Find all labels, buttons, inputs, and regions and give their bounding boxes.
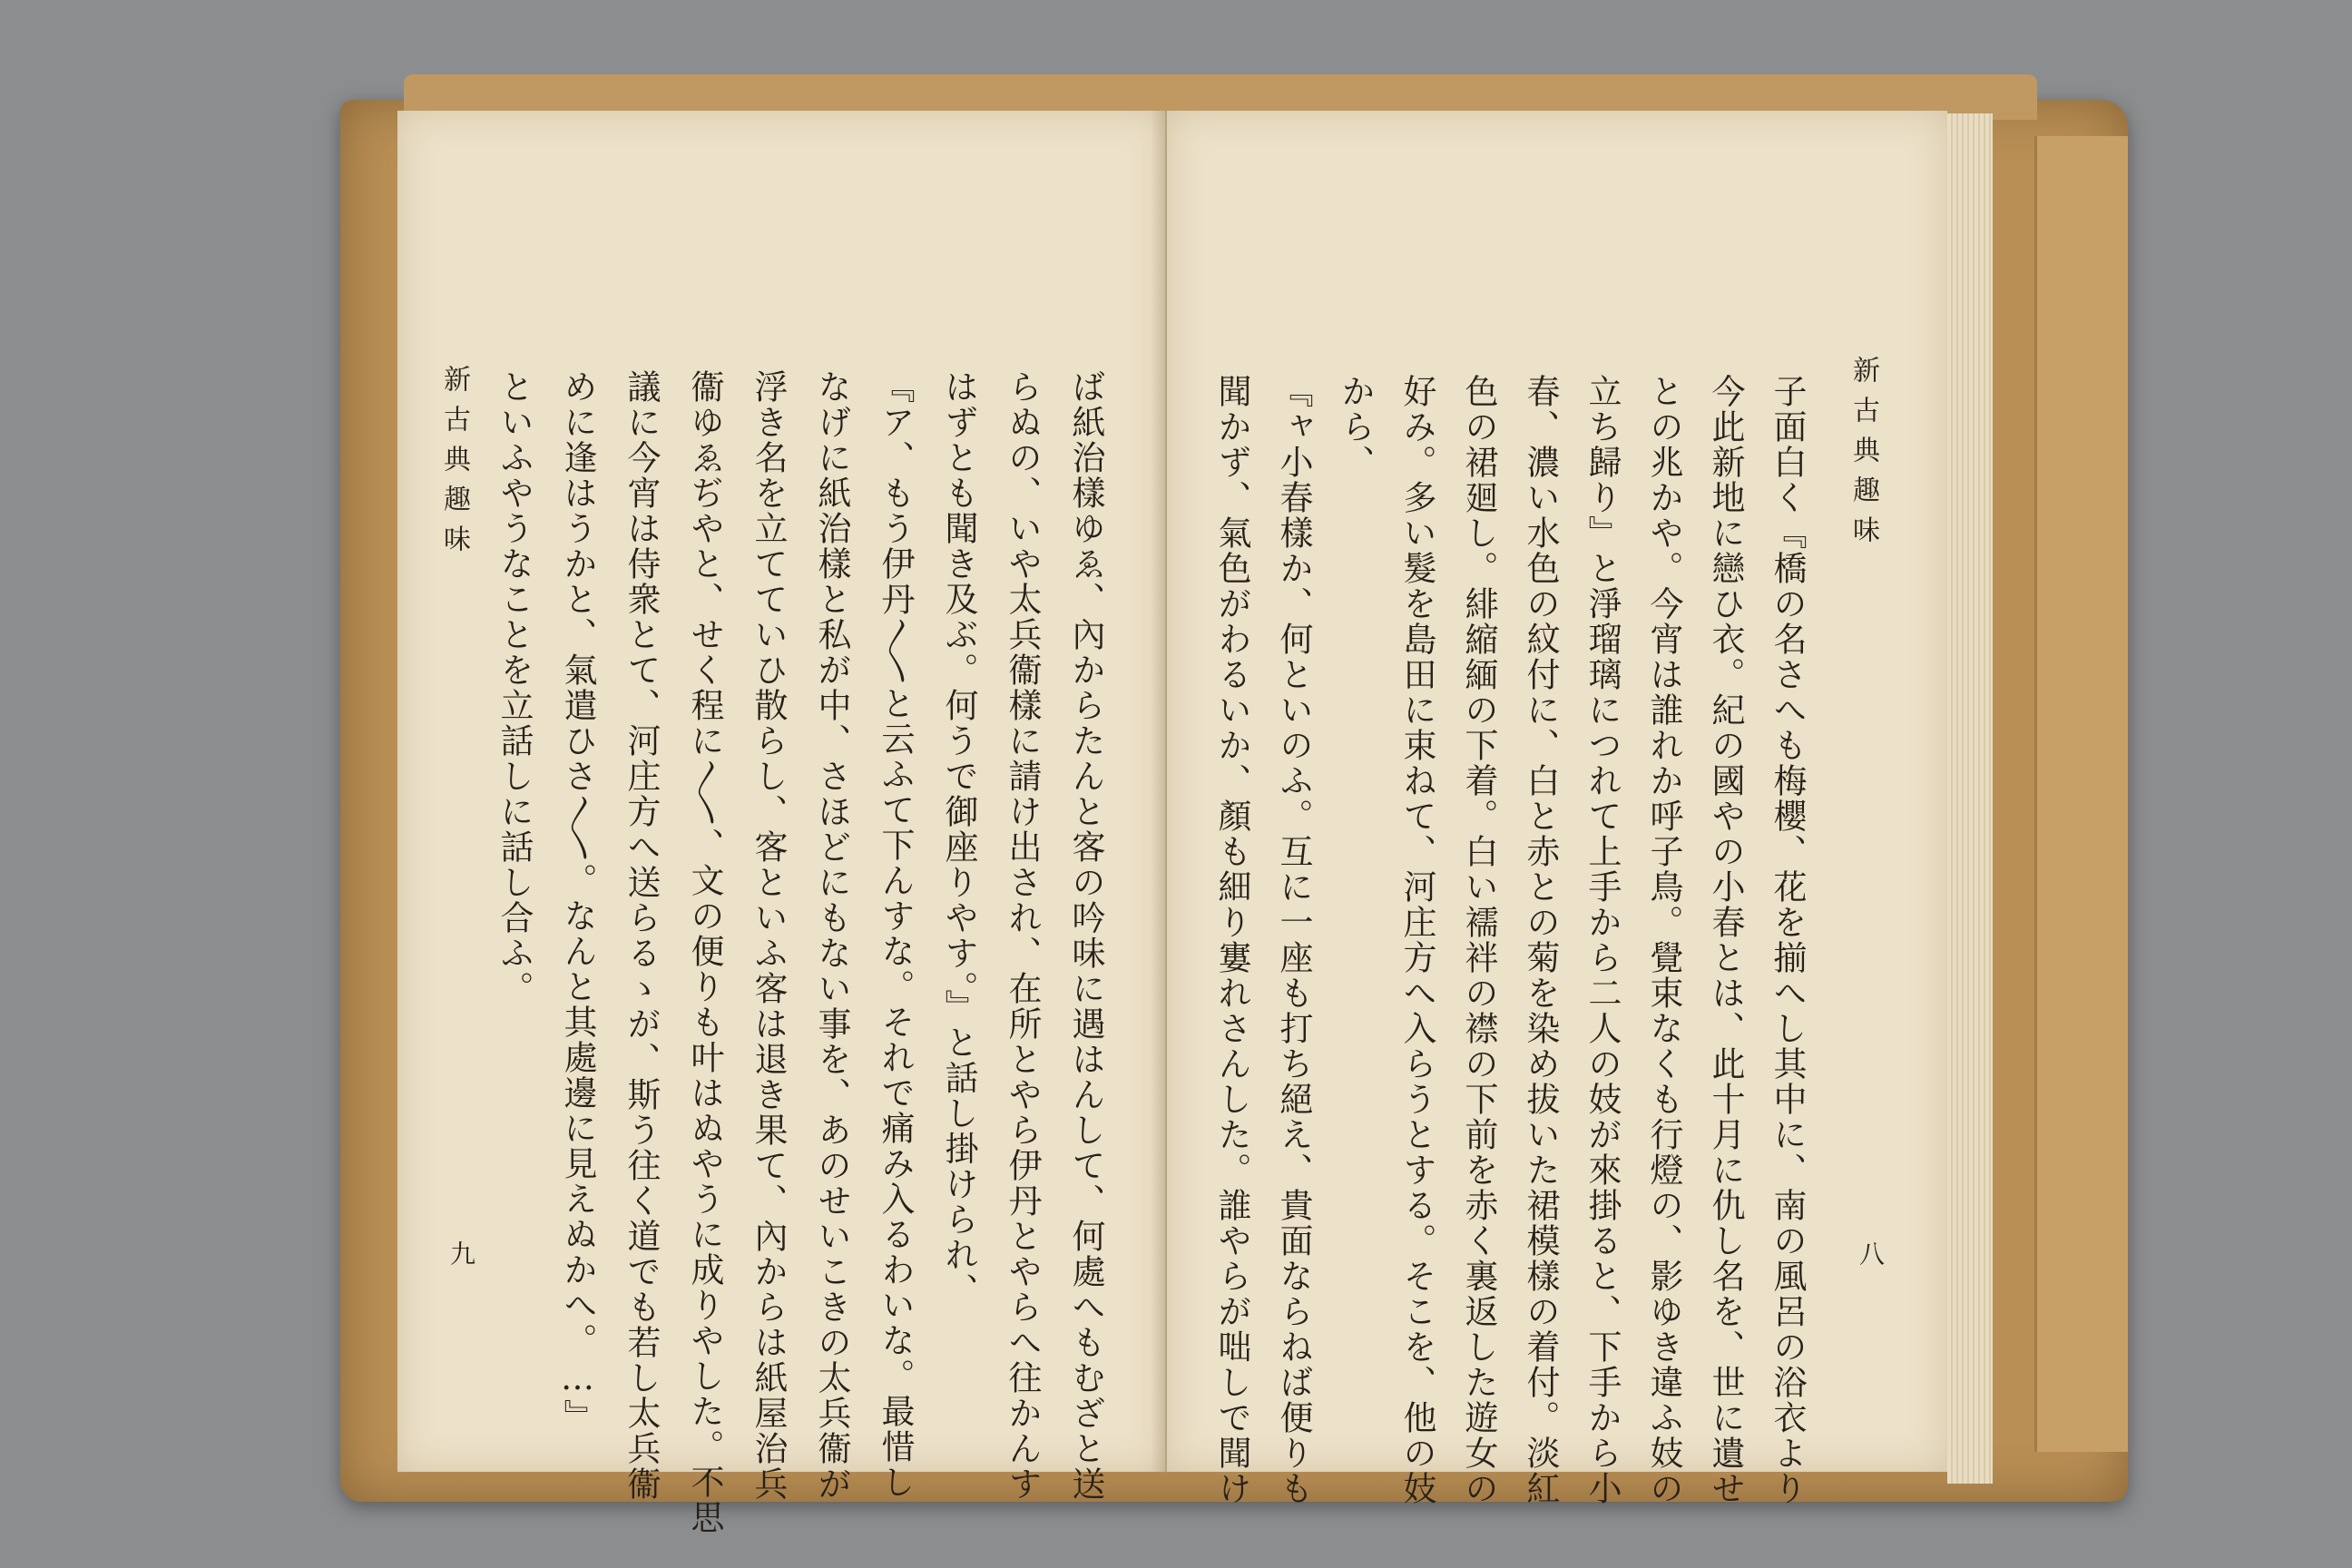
text-column: なげに紙治樣と私が中、さほどにもない事を、あのせいこきの太兵衞が	[812, 369, 851, 1502]
text-column: らぬの、いや太兵衞樣に請け出され、在所とやら伊丹とやらへ往かんす	[1003, 369, 1042, 1502]
page-number: 八	[1856, 1240, 1886, 1266]
text-column: 聞かず、氣色がわるいか、顏も細り寠れさんした。誰やらが咄しで聞け	[1212, 374, 1251, 1506]
page-number: 九	[446, 1240, 476, 1266]
running-head: 新古典趣味	[1847, 356, 1879, 555]
cover-edge	[2034, 136, 2128, 1452]
text-column: との兆かや。今宵は誰れか呼子鳥。覺束なくも行燈の、影ゆき違ふ妓の	[1644, 374, 1683, 1506]
text-column: 好み。多い髮を島田に束ねて、河庄方へ入らうとする。そこを、他の妓	[1397, 374, 1436, 1506]
text-column: 浮き名を立てていひ散らし、客といふ客は退き果て、內からは紙屋治兵	[749, 369, 788, 1502]
text-column: といふやうなことを立話しに話し合ふ。	[495, 369, 534, 1006]
text-column: はずとも聞き及ぶ。何うで御座りやす。』と話し掛けられ、	[939, 369, 978, 1308]
text-column: 今此新地に戀ひ衣。紀の國やの小春とは、此十月に仇し名を、世に遺せ	[1706, 374, 1745, 1506]
text-column: 春、濃い水色の紋付に、白と赤との菊を染め拔いた裙模樣の着付。淡紅	[1521, 374, 1560, 1506]
text-column: 立ち歸り』と淨瑠璃につれて上手から二人の妓が來掛ると、下手から小	[1583, 374, 1622, 1506]
text-column: 議に今宵は侍衆とて、河庄方へ送らるゝが、斯う往く道でも若し太兵衞	[622, 369, 661, 1502]
text-column: めに逢はうかと、氣遣ひさ〳〵。なんと其處邊に見えぬかへ。…』	[558, 369, 597, 1435]
right-page	[1167, 111, 1947, 1506]
text-column: から、	[1336, 374, 1375, 480]
running-head: 新古典趣味	[438, 365, 470, 564]
text-column: ば紙治樣ゆゑ、內からたんと客の吟味に遇はんして、何處へもむざと送	[1066, 369, 1105, 1502]
text-column: 衞ゆゑぢやと、せく程に〳〵、文の便りも叶はぬやうに成りやした。不思	[685, 369, 724, 1535]
text-column: 『ャ小春樣か、何といのふ。互に一座も打ち絕え、貴面ならねば便りも	[1274, 374, 1313, 1506]
text-column: 色の裙廻し。緋縮緬の下着。白い襦袢の襟の下前を赤く裏返した遊女の	[1459, 374, 1498, 1506]
left-page	[397, 111, 1167, 1535]
page-edges	[1947, 113, 1993, 1484]
text-column: 子面白く『橋の名さへも梅櫻、花を揃へし其中に、南の風呂の浴衣より	[1768, 374, 1807, 1506]
text-column: 『ア、もう伊丹〳〵と云ふて下んすな。それで痛み入るわいな。最惜し	[876, 369, 915, 1500]
